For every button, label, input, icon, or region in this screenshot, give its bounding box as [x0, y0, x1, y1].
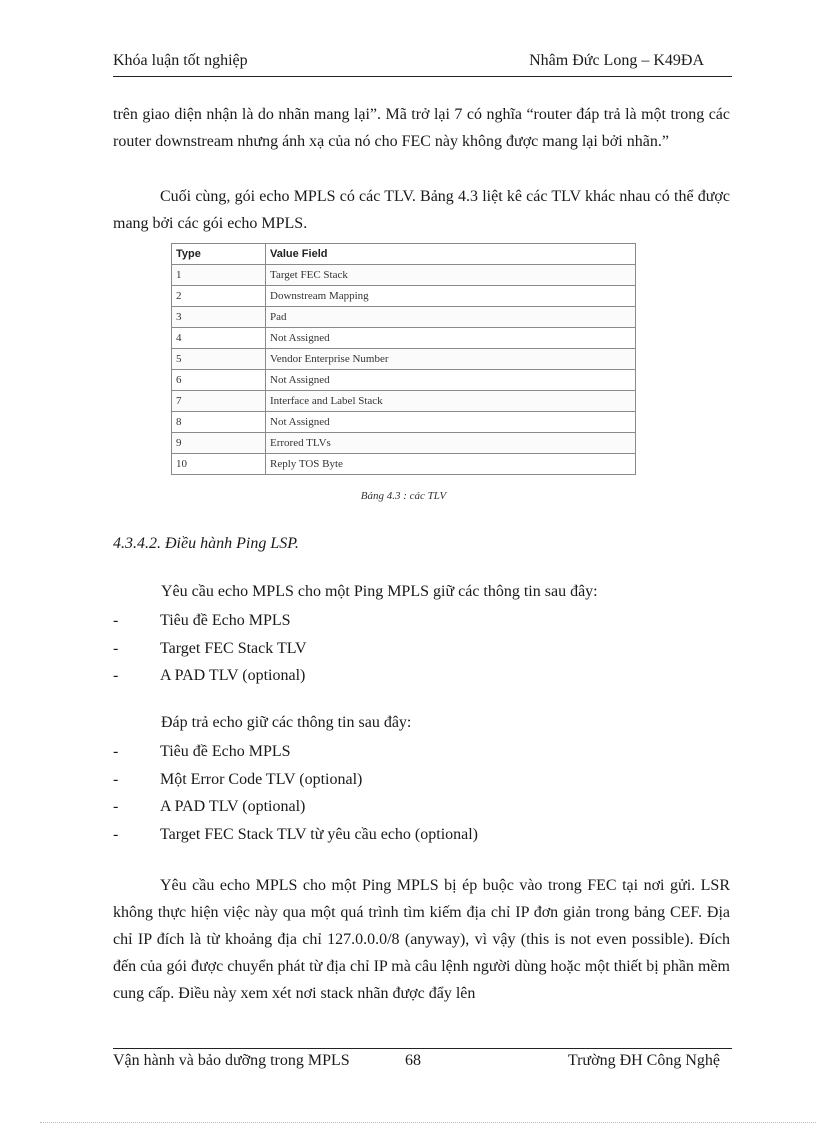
footer-university: Trường ĐH Công Nghệ	[567, 1052, 720, 1069]
request-items-list	[113, 607, 307, 690]
page-footer	[113, 1048, 732, 1075]
table-row	[172, 412, 636, 433]
table-cell-type: 3	[172, 307, 266, 328]
footer-title: Vận hành và bảo dưỡng trong MPLS	[113, 1052, 350, 1069]
table-cell-value: Interface and Label Stack	[266, 391, 636, 412]
table-header-row	[172, 244, 636, 265]
request-intro: Yêu cầu echo MPLS cho một Ping MPLS giữ các thông tin sau đây:	[161, 583, 598, 600]
list-item: - A PAD TLV (optional)	[113, 662, 307, 690]
reply-items-list	[113, 738, 478, 848]
list-item: - Tiêu đề Echo MPLS	[113, 607, 307, 635]
table-row	[172, 433, 636, 454]
table-cell-type: 4	[172, 328, 266, 349]
table-row	[172, 391, 636, 412]
paragraph-tlv-intro: Cuối cùng, gói echo MPLS có các TLV. Bảng 4.3 liệt kê các TLV khác nhau có thể được mang bởi các gói echo MPLS.	[113, 188, 730, 232]
header-author: Nhâm Đức Long – K49ĐA	[529, 52, 704, 69]
table-cell-type: 6	[172, 370, 266, 391]
list-item: - Target FEC Stack TLV từ yêu cầu echo (optional)	[113, 821, 478, 849]
table-cell-value: Pad	[266, 307, 636, 328]
header-thesis-label: Khóa luận tốt nghiệp	[113, 52, 248, 69]
section-heading: 4.3.4.2. Điều hành Ping LSP.	[113, 535, 299, 552]
table-cell-value: Vendor Enterprise Number	[266, 349, 636, 370]
list-item: - Một Error Code TLV (optional)	[113, 766, 478, 794]
reply-intro: Đáp trả echo giữ các thông tin sau đây:	[161, 714, 412, 731]
table-cell-type: 10	[172, 454, 266, 475]
page-number: 68	[405, 1052, 421, 1069]
table-cell-value: Not Assigned	[266, 370, 636, 391]
table-cell-type: 9	[172, 433, 266, 454]
table-cell-type: 5	[172, 349, 266, 370]
table-row	[172, 349, 636, 370]
table-cell-type: 2	[172, 286, 266, 307]
table-cell-value: Downstream Mapping	[266, 286, 636, 307]
table-cell-value: Errored TLVs	[266, 433, 636, 454]
paragraph-fec-forcing: Yêu cầu echo MPLS cho một Ping MPLS bị ép buộc vào trong FEC tại nơi gửi. LSR không thực hiện việc này qua một quá trình tìm kiếm địa chỉ IP đơn giản trong bảng CEF. Địa chỉ IP đích là từ khoảng địa chỉ 127.0.0.0/8 (anyway), vì vậy (this is not even possible). Đích đến của gói được chuyển phát từ địa chỉ IP mà câu lệnh người dùng hoặc một thiết bị phần mềm cung cấp. Điều này xem xét nơi stack nhãn được đẩy lên	[113, 877, 730, 1002]
table-header-type: Type	[172, 244, 266, 265]
table-cell-value: Not Assigned	[266, 328, 636, 349]
paragraph-return-code: trên giao diện nhận là do nhãn mang lại”. Mã trở lại 7 có nghĩa “router đáp trả là một trong các router downstream nhưng ánh xạ của nó cho FEC này không được mang lại bởi nhãn.”	[113, 106, 730, 150]
table-cell-type: 1	[172, 265, 266, 286]
table-cell-value: Not Assigned	[266, 412, 636, 433]
table-cell-type: 8	[172, 412, 266, 433]
table-row	[172, 265, 636, 286]
list-item: - Tiêu đề Echo MPLS	[113, 738, 478, 766]
table-header-value-field: Value Field	[266, 244, 636, 265]
table-row	[172, 454, 636, 475]
list-item: - A PAD TLV (optional)	[113, 793, 478, 821]
table-row	[172, 328, 636, 349]
table-cell-value: Reply TOS Byte	[266, 454, 636, 475]
table-cell-value: Target FEC Stack	[266, 265, 636, 286]
table-row	[172, 307, 636, 328]
list-item: - Target FEC Stack TLV	[113, 635, 307, 663]
table-cell-type: 7	[172, 391, 266, 412]
page-header	[113, 52, 732, 77]
tlv-table	[171, 243, 636, 475]
table-caption: Bảng 4.3 : các TLV	[360, 490, 447, 502]
table-row	[172, 370, 636, 391]
table-row	[172, 286, 636, 307]
